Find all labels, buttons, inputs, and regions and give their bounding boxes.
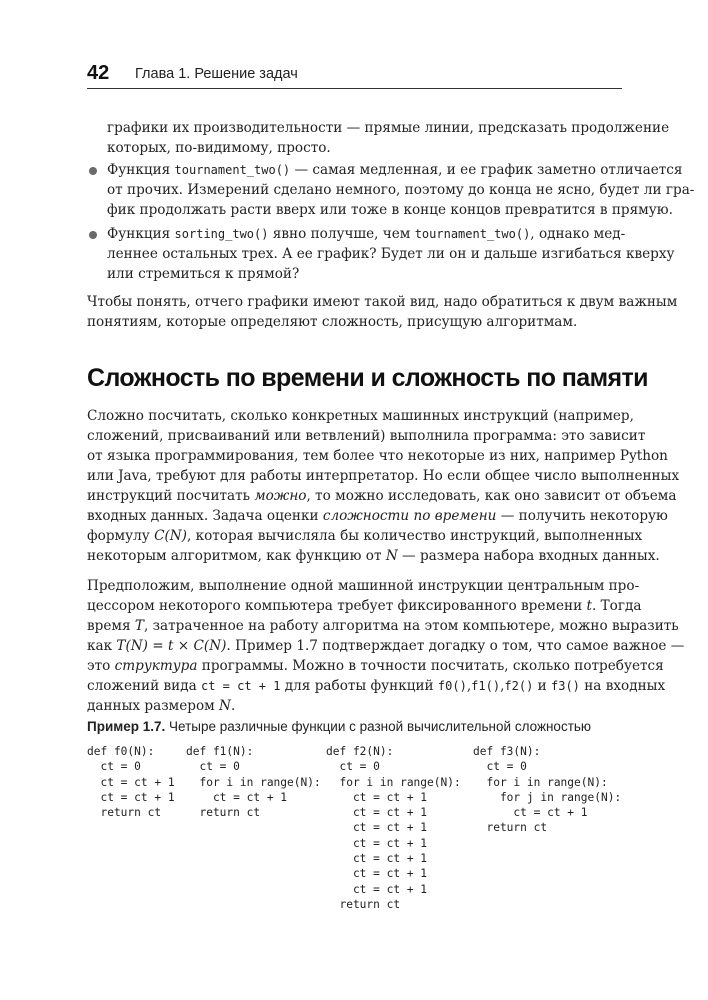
example-caption: Пример 1.7. Четыре различные функции с разной вычислительной сложностью [87,719,592,734]
inline-code: f1() [471,679,501,693]
code-block-f0: def f0(N): ct = 0 ct = ct + 1 ct = ct + 1 return ct [87,745,175,820]
inline-code: sorting_two() [174,227,269,241]
paragraph-line: некоторым алгоритмом, как функцию от N — размера набора входных данных. [87,548,660,564]
paragraph-line: Чтобы понять, отчего графики имеют такой вид, надо обратиться к двум важным [87,294,678,310]
paragraph-line: Предположим, выполнение одной машинной инструкции центральным про- [87,578,640,594]
list-continuation-line: которых, по-видимому, просто. [107,140,331,156]
inline-code: tournament_two() [414,227,531,241]
section-heading: Сложность по времени и сложность по памяти [87,364,648,392]
code-block-f3: def f3(N): ct = 0 for i in range(N): for j in range(N): ct = ct + 1 return ct [473,745,622,835]
paragraph-line: время T, затраченное на работу алгоритма на этом компьютере, можно выразить [87,618,679,634]
code-block-f2: def f2(N): ct = 0 for i in range(N): ct = ct + 1 ct = ct + 1 ct = ct + 1 ct = ct + 1 ct = ct + 1 ct = ct + 1 ct = ct + 1 return ct [326,745,461,911]
code-block-f1: def f1(N): ct = 0 for i in range(N): ct = ct + 1 return ct [186,745,321,820]
paragraph-line: входных данных. Задача оценки сложности по времени — получить некоторую [87,508,668,524]
page-number: 42 [87,62,110,84]
bullet-item-line: Функция tournament_two() — самая медленная, и ее график заметно отличается [107,162,683,178]
paragraph-line: это структура программы. Можно в точности посчитать, сколько потребуется [87,658,664,674]
bullet-item-line: от прочих. Измерений сделано немного, поэтому до конца не ясно, будет ли гра- [107,182,695,198]
list-continuation-line: графики их производительности — прямые линии, предсказать продолжение [107,120,670,136]
running-header [87,60,622,90]
paragraph-line: или Java, требуют для работы интерпретатор. Но если общее число выполненных [87,468,680,484]
paragraph-line: данных размером N. [87,698,236,714]
paragraph-line: Сложно посчитать, сколько конкретных машинных инструкций (например, [87,408,634,424]
paragraph-line: инструкций посчитать можно, то можно исследовать, как оно зависит от объема [87,488,677,504]
bullet-item-line: Функция sorting_two() явно получше, чем tournament_two(), однако мед- [107,226,626,242]
bullet-marker [89,231,97,239]
paragraph-line: цессором некоторого компьютера требует фиксированного времени t. Тогда [87,598,642,614]
chapter-title: Глава 1. Решение задач [135,66,298,82]
bullet-item-line: фик продолжать расти вверх или тоже в конце концов превратится в прямую. [107,202,673,218]
paragraph-line: от языка программирования, тем более что некоторые из них, например Python [87,448,668,464]
example-label: Пример 1.7. [87,719,166,734]
inline-code: f3() [551,679,580,693]
paragraph-line: как T(N) = t × C(N). Пример 1.7 подтверждает догадку о том, что самое важное — [87,638,685,654]
inline-code: f0() [437,679,467,693]
bullet-item-line: или стремиться к прямой? [107,266,300,282]
header-rule [87,88,622,89]
paragraph-line: понятиям, которые определяют сложность, присущую алгоритмам. [87,314,578,330]
inline-code: ct = ct + 1 [201,679,281,693]
bullet-item-line: леннее остальных трех. А ее график? Будет ли он и дальше изгибаться кверху [107,246,675,262]
formula: T(N) = t × C(N) [116,638,227,654]
bullet-marker [89,167,97,175]
paragraph-line: формулу C(N), которая вычисляла бы количество инструкций, выполненных [87,528,643,544]
inline-code: tournament_two() [174,163,291,177]
paragraph-line: сложений, присваиваний или ветвлений) выполнила программа: это зависит [87,428,646,444]
paragraph-line: сложений вида ct = ct + 1 для работы функций f0(),f1(),f2() и f3() на входных [87,678,666,694]
inline-code: f2() [504,679,534,693]
